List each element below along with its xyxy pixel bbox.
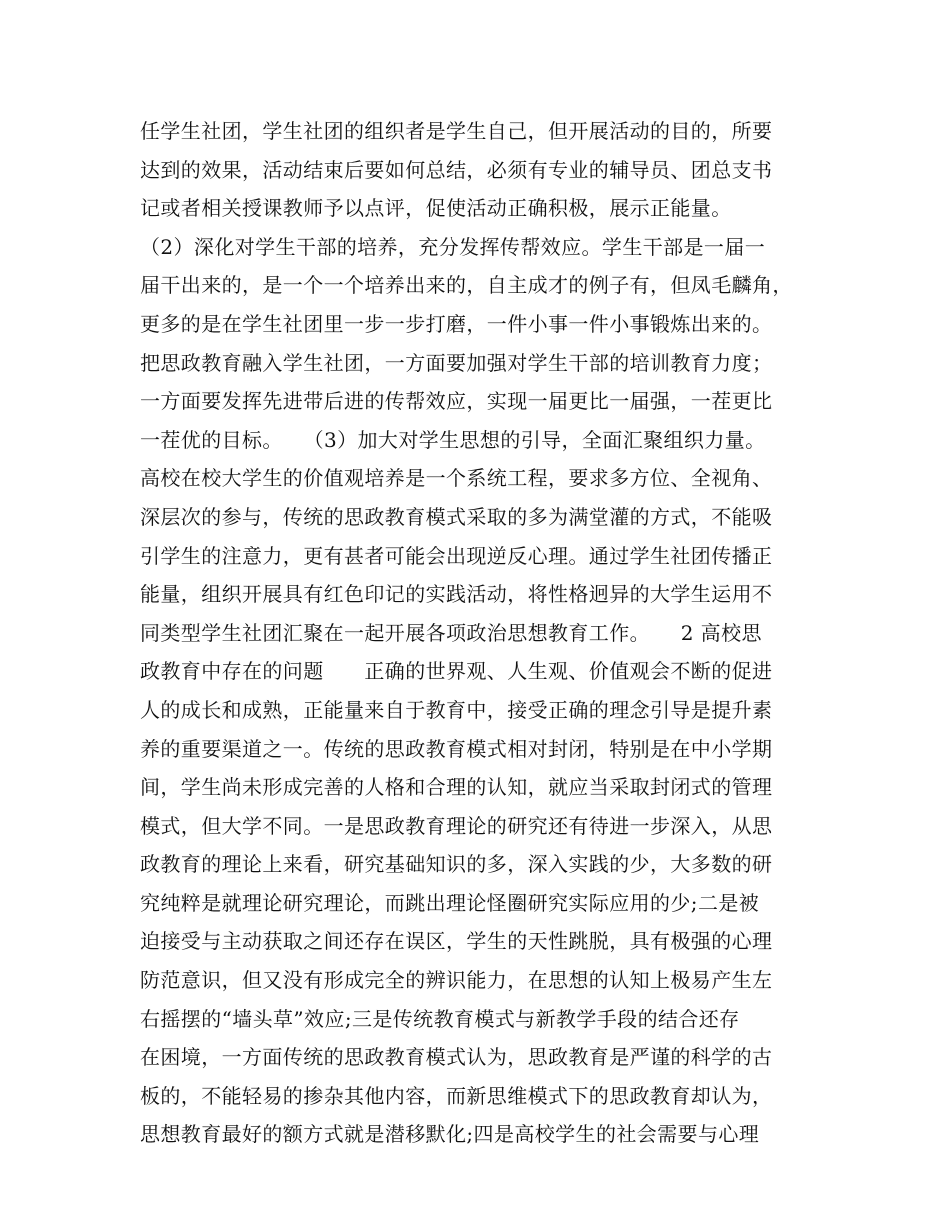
text-line: 板的，不能轻易的掺杂其他内容，而新思维模式下的思政教育却认为， <box>140 1083 773 1108</box>
text-line: 把思政教育融入学生社团，一方面要加强对学生干部的培训教育力度； <box>140 350 773 375</box>
text-line: 一方面要发挥先进带后进的传帮效应，实现一届更比一届强，一茬更比 <box>140 389 773 414</box>
text-line: 高校在校大学生的价值观培养是一个系统工程，要求多方位、全视角、 <box>140 466 773 491</box>
body-text <box>140 112 840 1154</box>
text-line: 一茬优的目标。 （3）加大对学生思想的引导，全面汇聚组织力量。 <box>140 427 766 452</box>
text-line: 能量，组织开展具有红色印记的实践活动，将性格迥异的大学生运用不 <box>140 582 773 607</box>
text-line: 右摇摆的“墙头草”效应;三是传统教育模式与新教学手段的结合还存 <box>140 1006 740 1031</box>
text-line: 届干出来的，是一个一个培养出来的，自主成才的例子有，但凤毛麟角， <box>140 273 793 298</box>
text-line: 迫接受与主动获取之间还存在误区，学生的天性跳脱，具有极强的心理 <box>140 929 773 954</box>
text-line: 更多的是在学生社团里一步一步打磨，一件小事一件小事锻炼出来的。 <box>140 311 773 336</box>
text-line: 间，学生尚未形成完善的人格和合理的认知，就应当采取封闭式的管理 <box>140 775 773 800</box>
text-line: 深层次的参与，传统的思政教育模式采取的多为满堂灌的方式，不能吸 <box>140 504 773 529</box>
text-line: 防范意识，但又没有形成完全的辨识能力，在思想的认知上极易产生左 <box>140 968 773 993</box>
text-line: 在困境，一方面传统的思政教育模式认为，思政教育是严谨的科学的古 <box>140 1045 773 1070</box>
text-line: 引学生的注意力，更有甚者可能会出现逆反心理。通过学生社团传播正 <box>140 543 773 568</box>
text-line: 政教育的理论上来看，研究基础知识的多，深入实践的少，大多数的研 <box>140 852 773 877</box>
text-line: 模式，但大学不同。一是思政教育理论的研究还有待进一步深入，从思 <box>140 813 773 838</box>
text-line: 究纯粹是就理论研究理论，而跳出理论怪圈研究实际应用的少;二是被 <box>140 890 760 915</box>
text-line: 任学生社团，学生社团的组织者是学生自己，但开展活动的目的，所要 <box>140 119 773 143</box>
text-line: 达到的效果，活动结束后要如何总结，必须有专业的辅导员、团总支书 <box>140 157 773 182</box>
text-line: 养的重要渠道之一。传统的思政教育模式相对封闭，特别是在中小学期 <box>140 736 773 761</box>
text-line: 政教育中存在的问题 正确的世界观、人生观、价值观会不断的促进 <box>140 659 773 684</box>
text-line: （2）深化对学生干部的培养，充分发挥传帮效应。学生干部是一届一 <box>140 234 766 259</box>
text-line: 记或者相关授课教师予以点评，促使活动正确积极，展示正能量。 <box>140 196 732 221</box>
text-line: 人的成长和成熟，正能量来自于教育中，接受正确的理念引导是提升素 <box>140 697 773 722</box>
text-line: 思想教育最好的额方式就是潜移默化;四是高校学生的社会需要与心理 <box>140 1122 760 1147</box>
text-line: 同类型学生社团汇聚在一起开展各项政治思想教育工作。 2 高校思 <box>140 620 762 645</box>
